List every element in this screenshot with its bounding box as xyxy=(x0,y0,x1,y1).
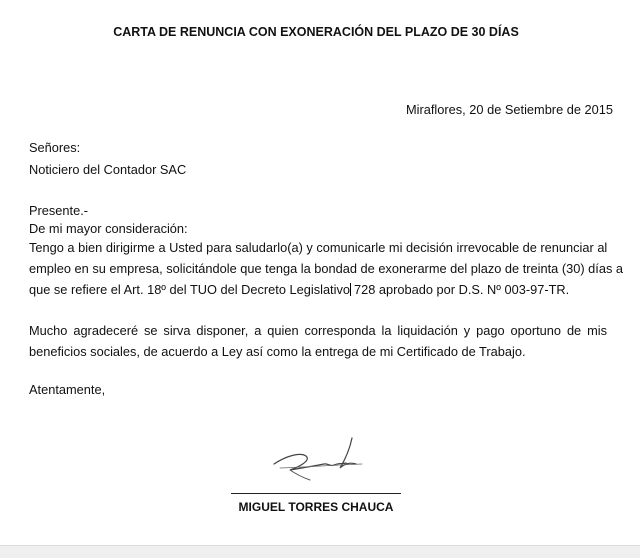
signer-name: MIGUEL TORRES CHAUCA xyxy=(238,500,394,514)
body2-line2: beneficios sociales, de acuerdo a Ley así como la entrega de mi Certificado de Trabajo. xyxy=(29,344,526,359)
letter-title: CARTA DE RENUNCIA CON EXONERACIÓN DEL PLAZO DE 30 DÍAS xyxy=(113,25,519,39)
handwritten-signature xyxy=(266,434,376,482)
text-cursor xyxy=(350,283,351,296)
recipient-name: Noticiero del Contador SAC xyxy=(29,162,187,177)
body1-line2: empleo en su empresa, solicitándole que tenga la bondad de exonerarme del plazo de treinta (30) días a xyxy=(29,261,624,276)
body1-line3 xyxy=(29,282,569,297)
body1-line3-part-b: 728 aprobado por D.S. Nº 003-97-TR. xyxy=(353,282,570,297)
signature-line xyxy=(231,493,401,494)
bottom-bar xyxy=(0,545,640,558)
body1-line1: Tengo a bien dirigirme a Usted para saludarlo(a) y comunicarle mi decisión irrevocable de renunciar al xyxy=(29,240,608,255)
closing-line: Atentamente, xyxy=(29,382,106,397)
body1-line3-part-a: que se refiere el Art. 18º del TUO del Decreto Legislativo xyxy=(29,282,350,297)
consideration-line: De mi mayor consideración: xyxy=(29,221,188,236)
date-line: Miraflores, 20 de Setiembre de 2015 xyxy=(406,102,613,117)
body2-line1: Mucho agradeceré se sirva disponer, a quien corresponda la liquidación y pago oportuno de mis xyxy=(29,323,607,338)
salutation: Señores: xyxy=(29,140,81,155)
presente-line: Presente.- xyxy=(29,203,89,218)
